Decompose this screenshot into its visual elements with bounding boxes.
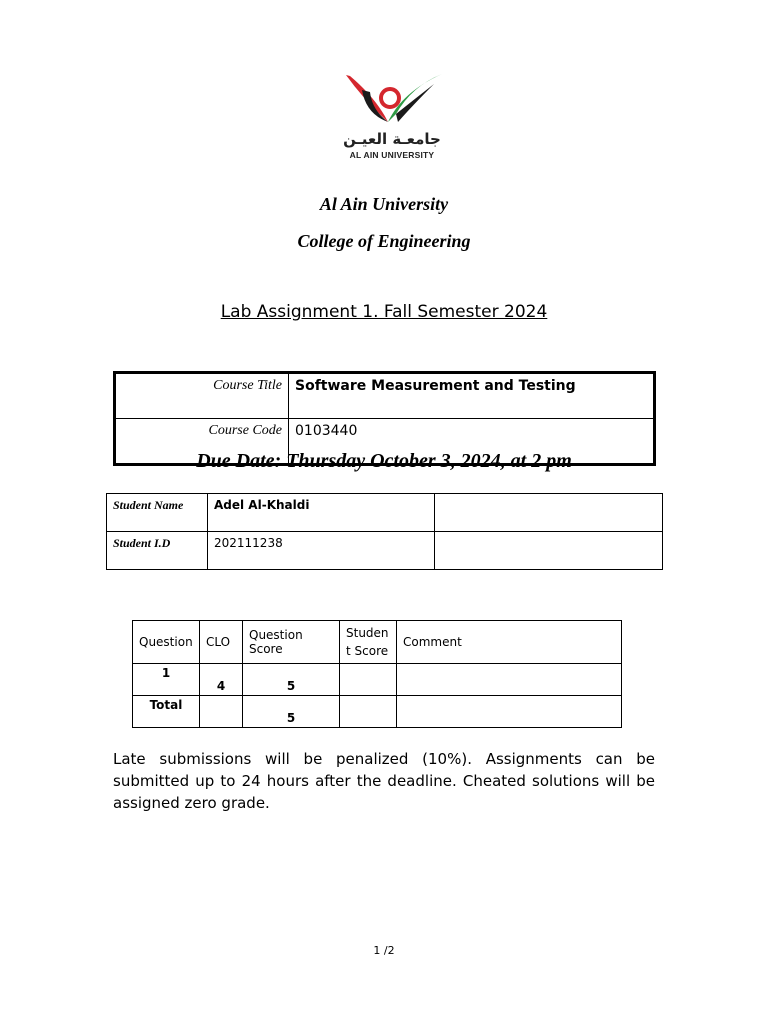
student-name-label: Student Name: [107, 494, 208, 532]
header-student-score: Studen t Score: [340, 621, 397, 664]
college-name: College of Engineering: [297, 231, 471, 251]
course-title-row: [115, 373, 655, 419]
total-comment: [397, 696, 622, 728]
student-id-row: [107, 532, 663, 570]
row1-comment: [397, 664, 622, 696]
student-name-value: [208, 494, 435, 532]
header-question-score: Question Score: [243, 621, 340, 664]
score-total-row: [133, 696, 622, 728]
row1-clo: 4: [200, 664, 243, 696]
row1-question: 1: [133, 664, 200, 696]
logo-english-text: AL AIN UNIVERSITY: [349, 150, 435, 160]
course-title-value: [289, 373, 655, 419]
score-header-row: [133, 621, 622, 664]
student-id-extra: [435, 532, 663, 570]
score-row-1: [133, 664, 622, 696]
due-date: Due Date: Thursday October 3, 2024, at 2 pm: [196, 450, 572, 472]
student-name-row: [107, 494, 663, 532]
course-code-label: Course Code: [115, 419, 289, 465]
course-title-label: Course Title: [115, 373, 289, 419]
student-table: [106, 493, 663, 570]
total-label: Total: [133, 696, 200, 728]
page-number: 1 /2: [373, 944, 395, 957]
header-clo: CLO: [200, 621, 243, 664]
university-logo: [336, 70, 448, 162]
row1-student-score: [340, 664, 397, 696]
course-title-text: Software Measurement and Testing: [295, 378, 576, 394]
late-submission-note: Late submissions will be penalized (10%). Assignments can be submitted up to 24 hours after the deadline. Cheated solutions will be assigned zero grade.: [113, 750, 655, 812]
row1-score: 5: [243, 664, 340, 696]
header-question: Question: [133, 621, 200, 664]
student-name-extra: [435, 494, 663, 532]
header-comment: Comment: [397, 621, 622, 664]
logo-arabic-text: جامعـة العيـن: [343, 130, 441, 148]
score-table: [132, 620, 622, 728]
university-name: Al Ain University: [319, 194, 449, 214]
total-clo: [200, 696, 243, 728]
student-name-text: Adel Al-Khaldi: [214, 498, 310, 512]
total-student-score: [340, 696, 397, 728]
student-id-value: 202111238: [208, 532, 435, 570]
assignment-title: Lab Assignment 1. Fall Semester 2024: [220, 302, 548, 322]
course-code-value: 0103440: [289, 419, 655, 465]
total-score: 5: [243, 696, 340, 728]
student-id-label: Student I.D: [107, 532, 208, 570]
